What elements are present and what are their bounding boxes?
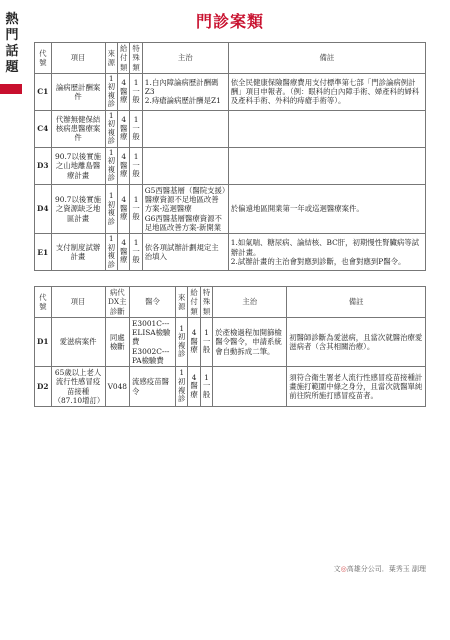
header-source: 來源 [105,43,117,74]
row-remark: 1.如氣喘、糖尿病、論結核、BC肝，初期慢性腎臟病等試辦計畫。 2.試辦計畫的主治會對應到診斷，也會對應到P醫令。 [228,234,425,271]
table-row [35,234,426,271]
row-item: 90.7以後實施之資源缺乏地區計畫 [51,184,105,233]
section-title [4,12,20,76]
row-special: 1 一 般 [130,110,142,147]
row-treatment: 於產檢過程加開篩檢醫令醫令，申請系統會自動拆成二筆。 [213,317,287,366]
row-benefit: 4 醫 療 [188,367,200,407]
row-remark [228,110,425,147]
row-special: 1 一 般 [200,367,212,407]
header-special: 特殊類 [130,43,142,74]
table-row [35,110,426,147]
section-title-char: 門 [5,28,19,43]
header-order: 醫令 [130,287,176,318]
header-dx: 病代DX主診斷 [105,287,129,318]
row-treatment [142,110,228,147]
header-source: 來源 [176,287,188,318]
row-code: D4 [35,184,52,233]
red-accent-bar [0,84,22,94]
row-item: 90.7以後實施之山地離島醫療計畫 [51,147,105,184]
page-title: 門診案類 [195,12,264,31]
row-source: 1 初 複 診 [105,234,117,271]
table-header-row [35,43,426,74]
row-special: 1 一 般 [130,184,142,233]
row-source: 1 初 複 診 [176,367,188,407]
row-treatment [213,367,287,407]
row-item: 支付制度試辦計畫 [51,234,105,271]
row-order: E3001C---ELISA檢驗費 E3002C---PA檢驗費 [130,317,176,366]
row-benefit: 4 醫 療 [188,317,200,366]
header-benefit: 給付類 [188,287,200,318]
row-dx: V048 [105,367,129,407]
row-remark: 依全民健康保險醫療費用支付標準第七部「門診論病例計酬」項目申報者。（例：眼科的白內障手術、婦產科的婦科及產科手術、外科的痔瘡手術等）。 [228,73,425,110]
row-treatment: 1.白內障論病歷計酬碼Z3 2.痔瘡論病歷計酬是Z1 [142,73,228,110]
row-treatment [142,147,228,184]
credit-mark: ◎ [340,565,347,573]
table-row [35,184,426,233]
row-source: 1 初 複 診 [105,73,117,110]
header-treatment: 主治 [142,43,228,74]
row-code: C1 [35,73,52,110]
row-benefit: 4 醫 療 [117,147,129,184]
row-special: 1 一 般 [130,234,142,271]
row-special: 1 一 般 [130,147,142,184]
header-remark: 備註 [228,43,425,74]
row-source: 1 初 複 診 [176,317,188,366]
row-remark: 初醫師診斷為愛滋病，且當次就醫治療愛滋病者（含其相關治療）。 [287,317,426,366]
header-special: 特殊類 [200,287,212,318]
row-benefit: 4 醫 療 [117,110,129,147]
row-benefit: 4 醫 療 [117,73,129,110]
row-code: E1 [35,234,52,271]
row-source: 1 初 複 診 [105,110,117,147]
section-title-char: 話 [5,44,19,59]
row-item: 65歲以上老人流行性感冒疫苗接種（87.10增訂） [51,367,105,407]
table-row [35,367,426,407]
header-remark: 備註 [287,287,426,318]
author-credit [0,564,426,574]
table-header-row [35,287,426,318]
row-special: 1 一 般 [130,73,142,110]
row-treatment: G5西醫基層（醫院支援）醫療資源不足地區改善方案-巡迴醫療 G6西醫基層醫療資源不足地區改善方案-新開業 [142,184,228,233]
row-code: C4 [35,110,52,147]
header-code: 代號 [35,287,52,318]
row-order: 流感疫苗醫令 [130,367,176,407]
table-row [35,73,426,110]
row-source: 1 初 複 診 [105,147,117,184]
section-title-char: 熱 [5,12,19,27]
row-treatment: 依各項試辦計劃規定主治填入 [142,234,228,271]
row-item: 論病歷計酬案件 [51,73,105,110]
row-special: 1 一 般 [200,317,212,366]
row-source: 1 初 複 診 [105,184,117,233]
row-benefit: 4 醫 療 [117,234,129,271]
row-remark: 須符合衛生署老人流行性感冒疫苗接種計畫施打範圍中條之身分，且當次就醫單純前往院所施打感冒疫苗者。 [287,367,426,407]
row-remark: 於偏遠地區開業第一年或巡迴醫療案件。 [228,184,425,233]
header-benefit: 給付類 [117,43,129,74]
table-row [35,317,426,366]
row-item: 愛滋病案件 [51,317,105,366]
row-code: D3 [35,147,52,184]
header-treatment: 主治 [213,287,287,318]
header-code: 代號 [35,43,52,74]
row-benefit: 4 醫 療 [117,184,129,233]
section-title-char: 題 [5,60,19,75]
header-item: 項目 [51,43,105,74]
credit-text: 高雄分公司．葉秀玉 副理 [346,565,426,573]
outpatient-case-table [34,42,426,271]
credit-prefix: 文 [333,565,341,573]
outpatient-case-table-2 [34,286,426,407]
row-item: 代辦無健保結核病患醫療案件 [51,110,105,147]
row-code: D1 [35,317,52,366]
header-item: 項目 [51,287,105,318]
table-row [35,147,426,184]
row-code: D2 [35,367,52,407]
row-remark [228,147,425,184]
row-dx: 同處檢斷 [105,317,129,366]
